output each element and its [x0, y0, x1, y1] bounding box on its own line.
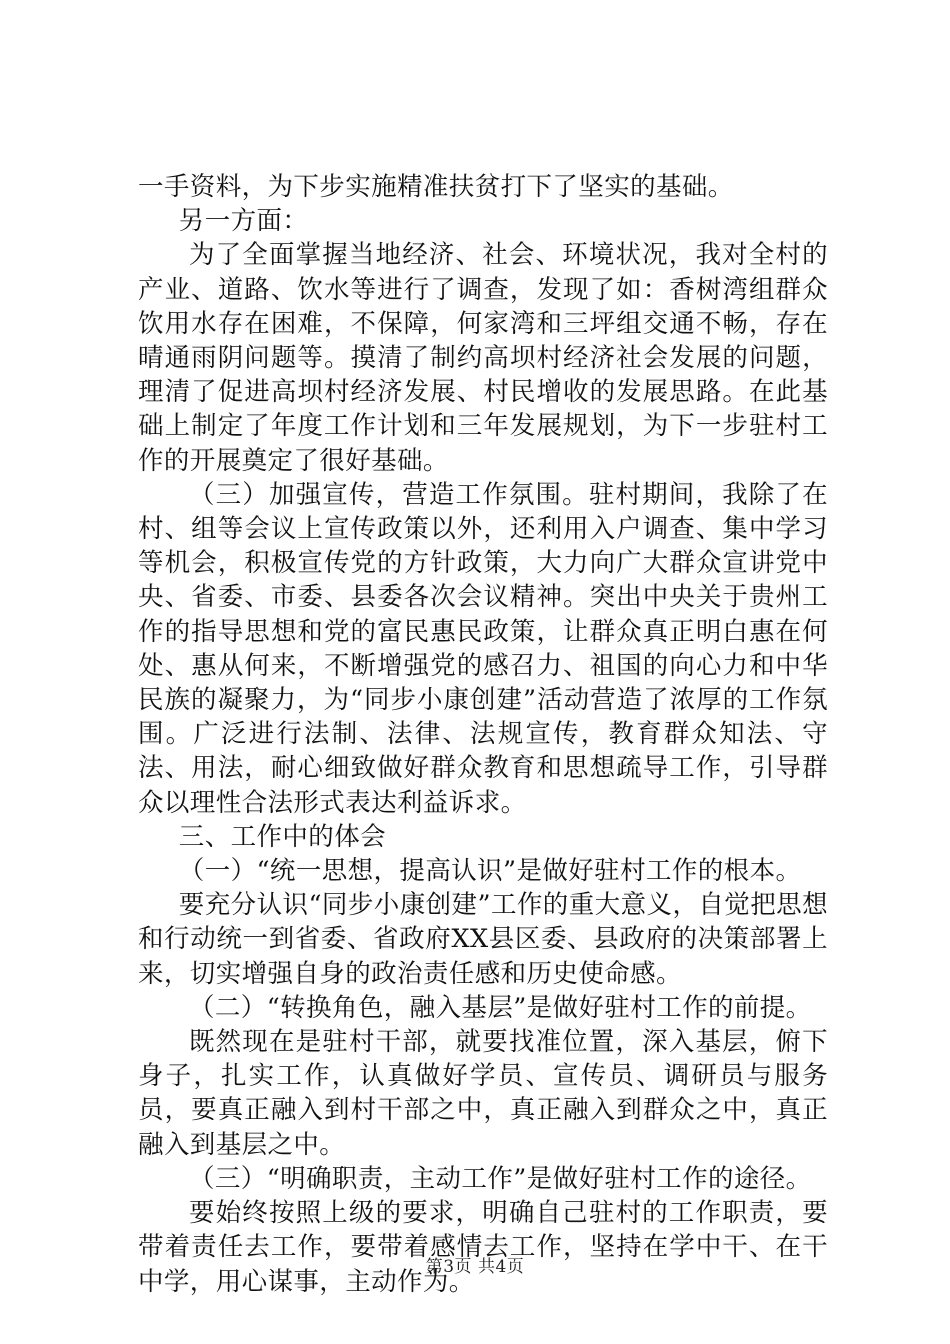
section-heading-experience: 三、工作中的体会: [178, 821, 386, 852]
subheading-clear-duties: （三）“明确职责，主动工作”是做好驻村工作的途径。: [189, 1163, 812, 1194]
paragraph-publicity: （三）加强宣传，营造工作氛围。驻村期间，我除了在村、组等会议上宣传政策以外，还利用入户调查、集中学习等机会，积极宣传党的方针政策，大力向广大群众宣讲党中央、省委、市委、县委各次会议精神。突出中央关于贵州工作的指导思想和党的富民惠民政策，让群众真正明白惠在何处、惠从何来，不断增强党的感召力、祖国的向心力和中华民族的凝聚力，为“同步小康创建”活动营造了浓厚的工作氛围。广泛进行法制、法律、法规宣传，教育群众知法、守法、用法，耐心细致做好群众教育和思想疏导工作，引导群众以理性合法形式表达利益诉求。: [138, 479, 828, 818]
subheading-change-role: （二）“转换角色，融入基层”是做好驻村工作的前提。: [189, 992, 812, 1023]
document-body: [138, 170, 828, 1299]
subheading-unify-thought: （一）“统一思想，提高认识”是做好驻村工作的根本。: [178, 856, 802, 887]
paragraph-change-role: 既然现在是驻村干部，就要找准位置，深入基层，俯下身子，扎实工作，认真做好学员、宣传员、调研员与服务员，要真正融入到村干部之中，真正融入到群众之中，真正融入到基层之中。: [138, 1027, 828, 1160]
paragraph-continuation: 一手资料，为下步实施精准扶贫打下了坚实的基础。: [138, 172, 734, 202]
paragraph-another-aspect: 另一方面：: [178, 206, 309, 237]
paragraph-unify-thought: 要充分认识“同步小康创建”工作的重大意义，自觉把思想和行动统一到省委、省政府XX县区委、县政府的决策部署上来，切实增强自身的政治责任感和历史使命感。: [138, 890, 828, 989]
paragraph-survey: 为了全面掌握当地经济、社会、环境状况，我对全村的产业、道路、饮水等进行了调查，发现了如：香树湾组群众饮用水存在困难，不保障，何家湾和三坪组交通不畅，存在晴通雨阴问题等。摸清了制约高坝村经济社会发展的问题，理清了促进高坝村经济发展、村民增收的发展思路。在此基础上制定了年度工作计划和三年发展规划，为下一步驻村工作的开展奠定了很好基础。: [138, 240, 828, 476]
page-footer: [0, 1252, 950, 1277]
page-number-label: 第3页 共4页: [425, 1257, 525, 1277]
paragraph-clear-duties: 要始终按照上级的要求，明确自己驻村的工作职责，要带着责任去工作，要带着感情去工作，坚持在学中干、在干中学，用心谋事，主动作为。: [138, 1198, 828, 1297]
